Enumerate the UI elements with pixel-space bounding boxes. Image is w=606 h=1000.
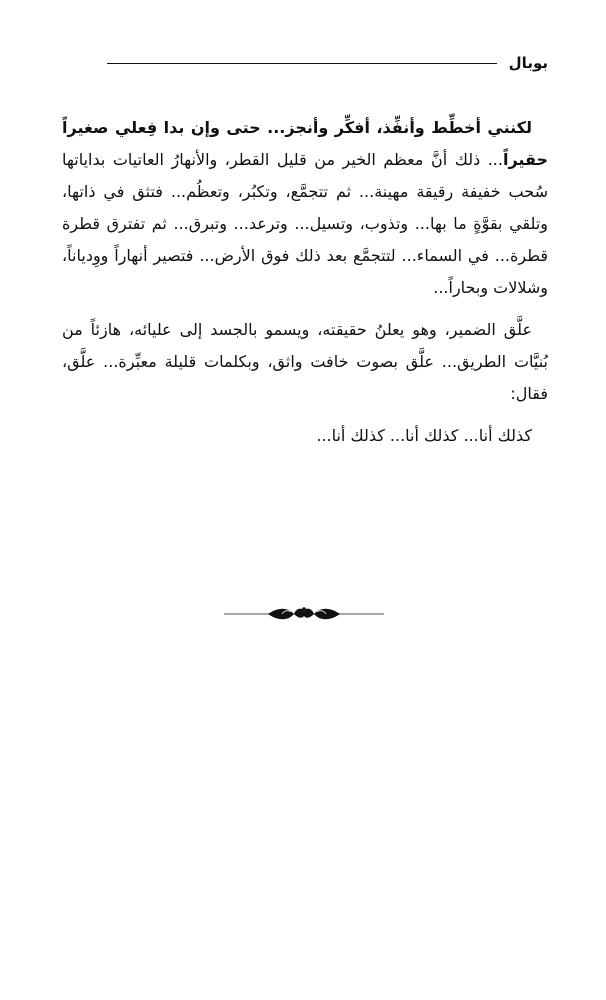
paragraph-3: كذلك أنا... كذلك أنا... كذلك أنا... xyxy=(316,426,532,445)
paragraph-1-bold: لكنني أخطِّط وأنفِّذ، أفكِّر وأنجز... حتى وإن بدا فِعلي صغيراً حقيراً xyxy=(62,118,548,169)
running-title: بوبال xyxy=(508,54,548,72)
paragraph-1 xyxy=(62,112,548,304)
running-header xyxy=(107,50,548,76)
paragraph-1-text: ... ذلك أنَّ معظم الخير من قليل القطر، والأنهارُ العاتيات بداياتها سُحب خفيفة رقيقة مهينة... ثم تتجمَّع، وتكبُر، وتعظُم... فتثق في ذاتها، وتلقي بقوَّةٍ ما بها... وتذوب، وتسيل... وترعد... وتبرق... ثم تفترق قطرة قطرة... في السماء... لتتجمَّع بعد ذلك فوق الأرض... فتصير أنهاراً ووِدياناً، وشلالات وبحاراً... xyxy=(62,150,548,297)
header-rule xyxy=(107,63,497,64)
decorative-flourish-icon xyxy=(224,604,384,624)
paragraph-2: علَّق الضمير، وهو يعلنُ حقيقته، ويسمو بالجسد إلى عليائه، هازئاً من بُنيَّات الطريق... علَّق بصوت خافت واثق، وبكلمات قليلة معبِّرة... علَّق، فقال: xyxy=(62,320,548,403)
page-body xyxy=(62,112,548,462)
